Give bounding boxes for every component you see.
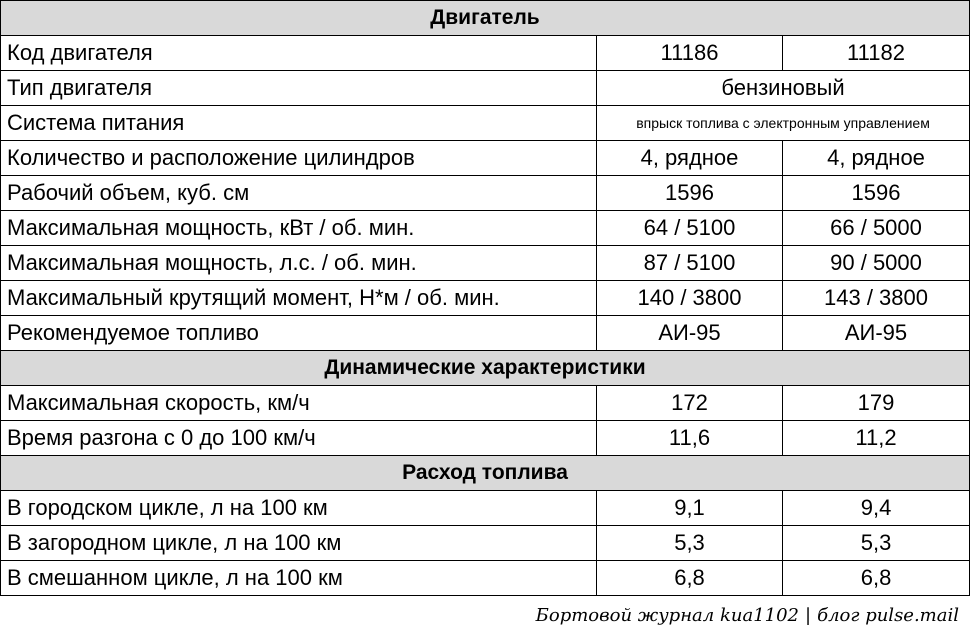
table-row <box>1 561 970 596</box>
value-engine-1: 140 / 3800 <box>597 281 783 316</box>
value-engine-1: 64 / 5100 <box>597 211 783 246</box>
table-row <box>1 71 970 106</box>
table-row <box>1 526 970 561</box>
section-title-fuel: Расход топлива <box>1 456 970 491</box>
row-label: Максимальная мощность, кВт / об. мин. <box>1 211 597 246</box>
table-row <box>1 386 970 421</box>
value-engine-1: 1596 <box>597 176 783 211</box>
value-engine-1: 87 / 5100 <box>597 246 783 281</box>
row-label: Максимальная скорость, км/ч <box>1 386 597 421</box>
table-row <box>1 106 970 141</box>
footer-separator: | <box>805 605 812 626</box>
table-row <box>1 141 970 176</box>
value-engine-1: 4, рядное <box>597 141 783 176</box>
value-engine-2: 90 / 5000 <box>783 246 970 281</box>
value-engine-2: 4, рядное <box>783 141 970 176</box>
section-title-dynamics: Динамические характеристики <box>1 351 970 386</box>
table-row <box>1 211 970 246</box>
value-engine-2: 66 / 5000 <box>783 211 970 246</box>
row-label: Время разгона с 0 до 100 км/ч <box>1 421 597 456</box>
section-row-engine <box>1 1 970 36</box>
value-engine-1: 11,6 <box>597 421 783 456</box>
value-engine-2: 6,8 <box>783 561 970 596</box>
table-row <box>1 281 970 316</box>
row-label: Рекомендуемое топливо <box>1 316 597 351</box>
row-label: Количество и расположение цилиндров <box>1 141 597 176</box>
value-engine-2: 9,4 <box>783 491 970 526</box>
table-row <box>1 421 970 456</box>
value-engine-2: 1596 <box>783 176 970 211</box>
row-label: В смешанном цикле, л на 100 км <box>1 561 597 596</box>
value-engine-2: 5,3 <box>783 526 970 561</box>
value-engine-2: АИ-95 <box>783 316 970 351</box>
value-engine-2: 11182 <box>783 36 970 71</box>
value-engine-2: 143 / 3800 <box>783 281 970 316</box>
row-label: Рабочий объем, куб. см <box>1 176 597 211</box>
footer-journal-text: Бортовой журнал kиa1102 <box>535 605 800 626</box>
row-label: Максимальный крутящий момент, Н*м / об. мин. <box>1 281 597 316</box>
value-engine-1: 9,1 <box>597 491 783 526</box>
row-label: Максимальная мощность, л.с. / об. мин. <box>1 246 597 281</box>
row-label: В загородном цикле, л на 100 км <box>1 526 597 561</box>
table-row <box>1 491 970 526</box>
merged-value: впрыск топлива с электронным управлением <box>597 106 970 141</box>
row-label: Система питания <box>1 106 597 141</box>
table-row <box>1 246 970 281</box>
row-label: В городском цикле, л на 100 км <box>1 491 597 526</box>
value-engine-2: 11,2 <box>783 421 970 456</box>
value-engine-2: 179 <box>783 386 970 421</box>
value-engine-1: 172 <box>597 386 783 421</box>
footer-watermark <box>536 600 959 632</box>
row-label: Тип двигателя <box>1 71 597 106</box>
row-label: Код двигателя <box>1 36 597 71</box>
value-engine-1: 6,8 <box>597 561 783 596</box>
section-row-dynamics <box>1 351 970 386</box>
value-engine-1: 11186 <box>597 36 783 71</box>
value-engine-1: АИ-95 <box>597 316 783 351</box>
table-row <box>1 36 970 71</box>
merged-value: бензиновый <box>597 71 970 106</box>
section-title-engine: Двигатель <box>1 1 970 36</box>
value-engine-1: 5,3 <box>597 526 783 561</box>
section-row-fuel <box>1 456 970 491</box>
table-row <box>1 316 970 351</box>
table-row <box>1 176 970 211</box>
footer-blog-text: блог pulse.mail <box>817 605 959 626</box>
